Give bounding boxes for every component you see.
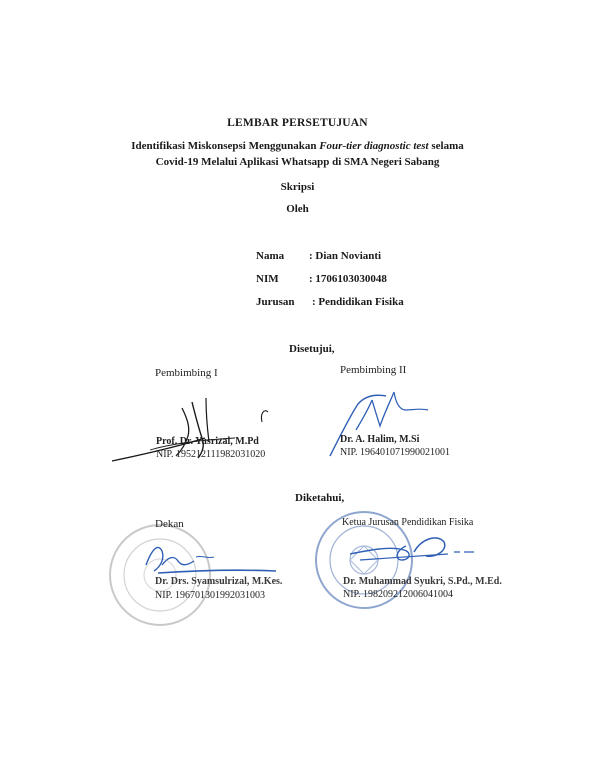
department-head-role: Ketua Jurusan Pendidikan Fisika xyxy=(342,517,474,528)
subtitle-italic-phrase: Four-tier diagnostic test xyxy=(319,140,429,152)
department-head-name: Dr. Muhammad Syukri, S.Pd., M.Ed. xyxy=(343,576,502,587)
nim-label: NIM xyxy=(256,273,279,285)
supervisor-2-name: Dr. A. Halim, M.Si xyxy=(340,434,420,445)
document-subtitle xyxy=(0,138,595,170)
subtitle-line-1: Identifikasi Miskonsepsi Menggunakan Four-tier diagnostic test selama xyxy=(131,140,464,152)
dean-role: Dekan xyxy=(155,518,184,530)
nim-value: : 1706103030048 xyxy=(309,273,387,285)
document-by: Oleh xyxy=(286,203,309,215)
name-value: : Dian Novianti xyxy=(309,250,382,262)
document-type: Skripsi xyxy=(280,181,315,193)
supervisor-2-role: Pembimbing II xyxy=(340,364,407,376)
department-label: Jurusan xyxy=(256,296,295,308)
supervisor-1-nip: NIP. 195212111982031020 xyxy=(156,449,266,460)
dean-nip: NIP. 196701301992031003 xyxy=(155,590,266,601)
department-value: : Pendidikan Fisika xyxy=(312,296,404,308)
approved-label: Disetujui, xyxy=(289,343,335,355)
document-heading: LEMBAR PERSETUJUAN xyxy=(227,117,368,129)
dean-name: Dr. Drs. Syamsulrizal, M.Kes. xyxy=(155,576,283,587)
department-head-signature xyxy=(340,528,480,573)
supervisor-1-role: Pembimbing I xyxy=(155,367,218,379)
department-head-nip: NIP. 198209212006041004 xyxy=(343,589,454,600)
supervisor-2-nip: NIP. 196401071990021001 xyxy=(340,447,451,458)
name-label: Nama xyxy=(256,250,285,262)
known-label: Diketahui, xyxy=(295,492,345,504)
subtitle-line-2: Covid-19 Melalui Aplikasi Whatsapp di SMA Negeri Sabang xyxy=(155,156,440,168)
supervisor-1-name: Prof. Dr. Yusrizal, M.Pd xyxy=(156,436,259,447)
